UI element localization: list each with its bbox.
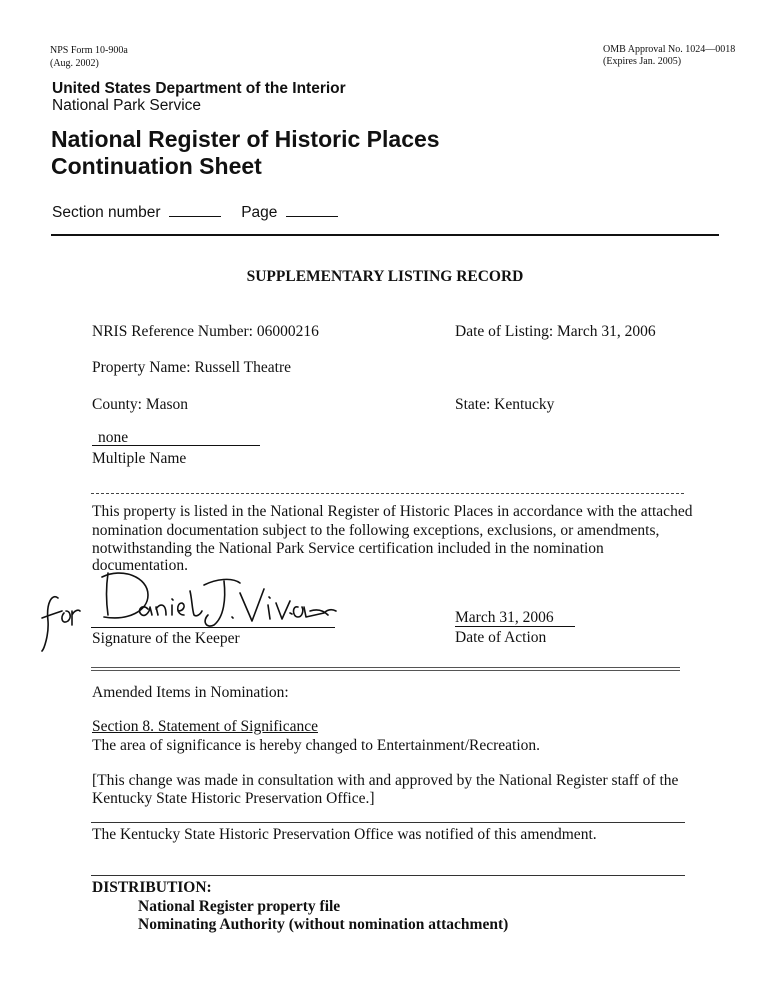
omb-approval: OMB Approval No. 1024—0018 (603, 44, 736, 55)
service-name: National Park Service (52, 97, 202, 114)
page-subtitle: Continuation Sheet (51, 153, 262, 179)
property-name: Property Name: Russell Theatre (92, 359, 292, 376)
amendment-note-line-2: Kentucky State Historic Preservation Office.] (92, 790, 375, 807)
statement-line-4: documentation. (92, 557, 188, 574)
section-number-field (169, 215, 221, 217)
county: County: Mason (92, 396, 189, 413)
double-divider (91, 667, 680, 671)
date-of-listing: Date of Listing: March 31, 2006 (455, 323, 656, 340)
distribution-divider (91, 875, 685, 876)
section-number-label: Section number (52, 204, 161, 221)
omb-expires: (Expires Jan. 2005) (603, 56, 682, 67)
amendment-note-line-1: [This change was made in consultation with and approved by the National Register staff of the (92, 772, 679, 789)
form-number: NPS Form 10-900a (50, 45, 128, 56)
statement-line-3: notwithstanding the National Park Service certification included in the nomination (92, 540, 604, 557)
amended-change-text: The area of significance is hereby changed to Entertainment/Recreation. (92, 737, 541, 754)
dashed-divider (91, 493, 684, 494)
nris-reference: NRIS Reference Number: 06000216 (92, 323, 319, 340)
keeper-label: Signature of the Keeper (92, 630, 240, 647)
signature-line (91, 627, 335, 628)
state: State: Kentucky (455, 396, 555, 413)
statement-line-2: nomination documentation subject to the following exceptions, exclusions, or amendments, (92, 522, 660, 539)
page-title: National Register of Historic Places (51, 126, 440, 152)
record-heading: SUPPLEMENTARY LISTING RECORD (246, 268, 524, 285)
department-name: United States Department of the Interior (52, 80, 346, 97)
header-divider (51, 234, 719, 236)
notification-divider (91, 822, 685, 823)
statement-line-1: This property is listed in the National Register of Historic Places in accordance with the attached (92, 503, 693, 520)
page-label: Page (241, 204, 278, 221)
multiple-name-label: Multiple Name (92, 450, 187, 467)
form-date: (Aug. 2002) (50, 58, 99, 69)
section-page-row (52, 204, 338, 222)
distribution-item: Nominating Authority (without nomination attachment) (138, 916, 509, 933)
multiple-name-value: none (92, 430, 260, 446)
page-number-field (286, 215, 338, 217)
action-date: March 31, 2006 (455, 609, 575, 627)
action-label: Date of Action (455, 629, 547, 646)
amendments-heading: Amended Items in Nomination: (92, 684, 289, 701)
distribution-item: National Register property file (138, 898, 341, 915)
notification-text: The Kentucky State Historic Preservation Office was notified of this amendment. (92, 826, 597, 843)
amended-section-title: Section 8. Statement of Significance (92, 718, 318, 735)
distribution-heading: DISTRIBUTION: (92, 879, 212, 896)
